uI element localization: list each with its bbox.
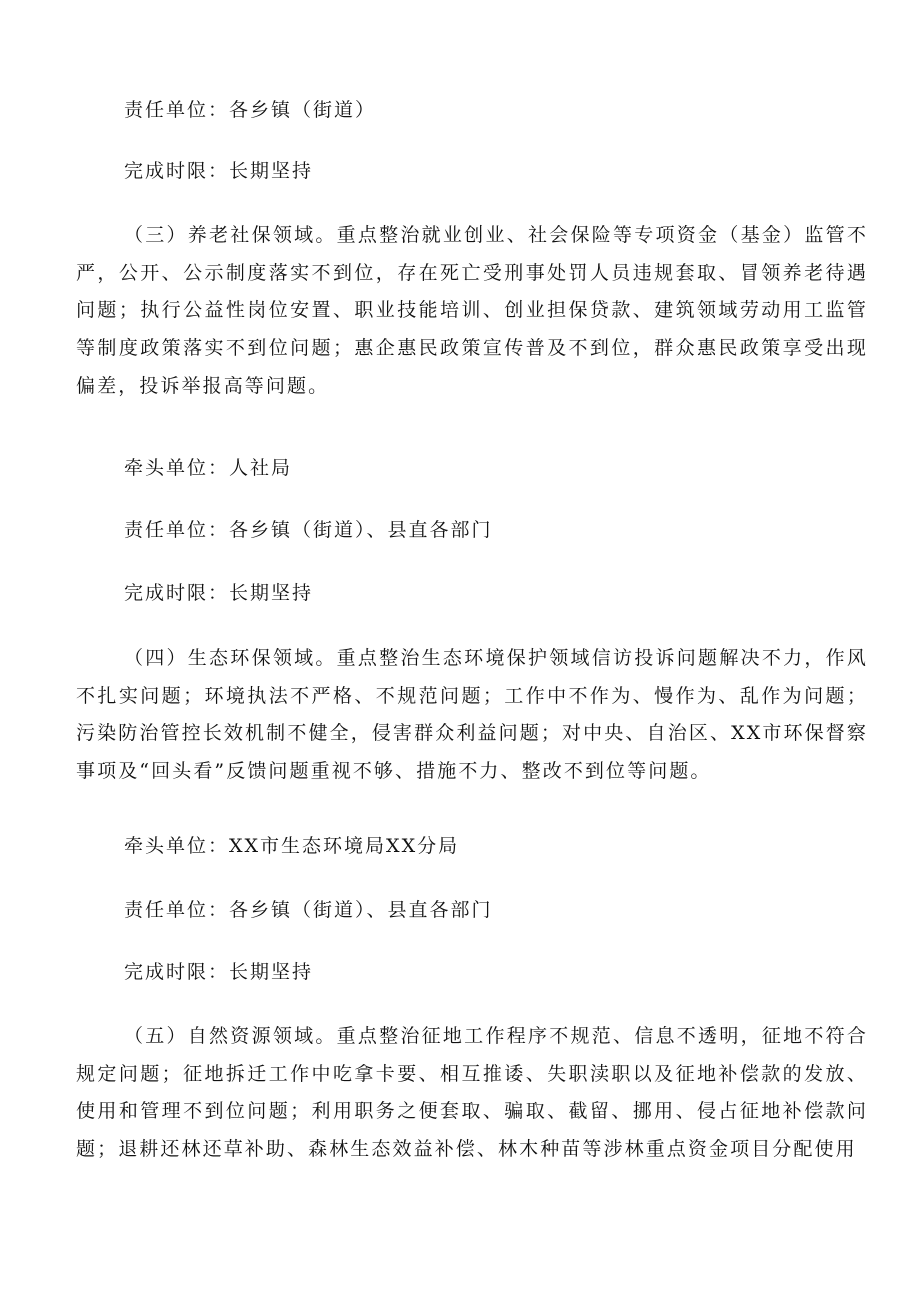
sec4-paragraph: （四）生态环保领域。重点整治生态环境保护领域信访投诉问题解决不力，作风不扎实问题；环境执法不严格、不规范问题；工作中不作为、慢作为、乱作为问题；污染防治管控长效机制不健全，侵害群众利益问题；对中央、自治区、XX市环保督察事项及“回头看”反馈问题重视不够、措施不力、整改不到位等问题。 [76,647,868,783]
sec3-deadline: 完成时限：长期坚持 [124,582,314,604]
sec2-responsible-unit: 责任单位：各乡镇（街道） [124,99,377,121]
sec4-lead-unit: 牵头单位：XX市生态环境局XX分局 [124,835,460,857]
sec4-responsible-unit: 责任单位：各乡镇（街道）、县直各部门 [124,899,493,921]
sec3-responsible-unit: 责任单位：各乡镇（街道）、县直各部门 [124,519,493,541]
sec4-deadline: 完成时限：长期坚持 [124,961,314,983]
sec3-paragraph: （三）养老社保领域。重点整治就业创业、社会保险等专项资金（基金）监管不严，公开、公示制度落实不到位，存在死亡受刑事处罚人员违规套取、冒领养老待遇问题；执行公益性岗位安置、职业技能培训、创业担保贷款、建筑领域劳动用工监管等制度政策落实不到位问题；惠企惠民政策宣传普及不到位，群众惠民政策享受出现偏差，投诉举报高等问题。 [76,224,868,397]
sec2-deadline: 完成时限：长期坚持 [124,160,314,182]
sec3-lead-unit: 牵头单位：人社局 [124,457,293,479]
sec5-paragraph: （五）自然资源领域。重点整治征地工作程序不规范、信息不透明，征地不符合规定问题；征地拆迁工作中吃拿卡要、相互推诿、失职渎职以及征地补偿款的发放、使用和管理不到位问题；利用职务之便套取、骗取、截留、挪用、侵占征地补偿款问题；退耕还林还草补助、森林生态效益补偿、林木种苗等涉林重点资金项目分配使用 [76,1025,868,1161]
